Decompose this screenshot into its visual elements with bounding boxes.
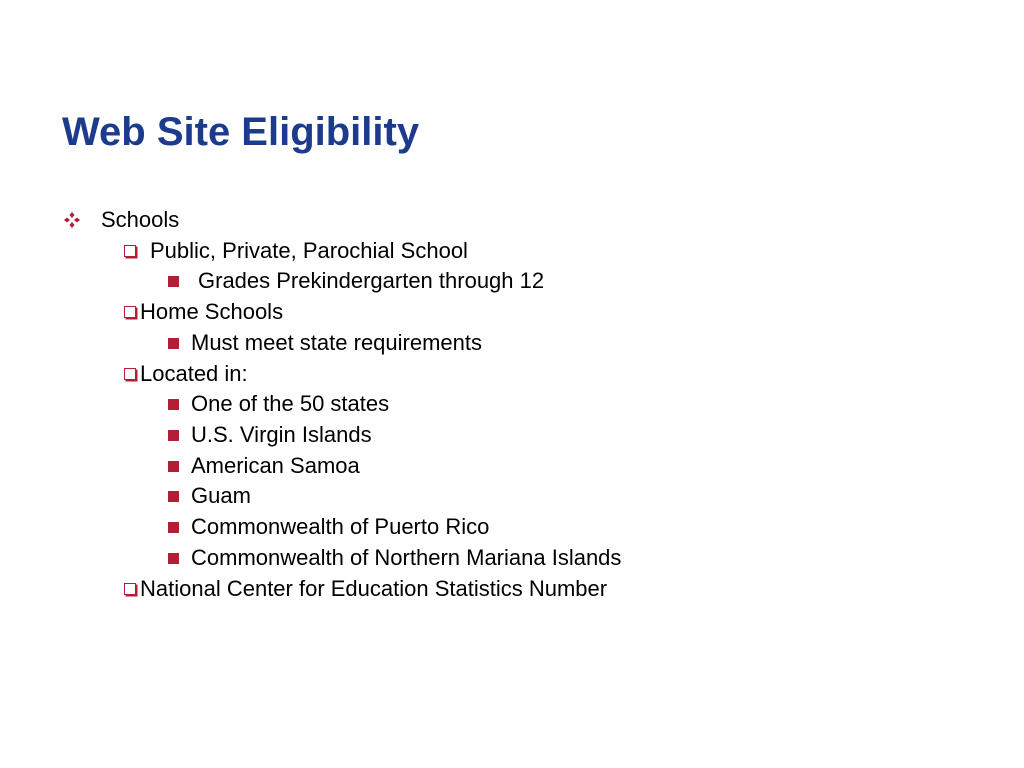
filled-square-icon bbox=[168, 522, 179, 533]
filled-square-icon bbox=[168, 399, 179, 410]
filled-square-icon bbox=[168, 430, 179, 441]
hollow-square-icon bbox=[124, 245, 136, 257]
bullet-puerto-rico bbox=[168, 512, 489, 542]
filled-square-icon bbox=[168, 338, 179, 349]
bullet-label: Located in: bbox=[140, 361, 248, 386]
bullet-american-samoa bbox=[168, 451, 360, 481]
bullet-label: Guam bbox=[191, 483, 251, 508]
bullet-label: Commonwealth of Northern Mariana Islands bbox=[191, 545, 622, 570]
bullet-located-in bbox=[124, 359, 248, 389]
bullet-schools bbox=[64, 205, 179, 235]
bullet-label: American Samoa bbox=[191, 453, 360, 478]
filled-square-icon bbox=[168, 276, 179, 287]
bullet-label: U.S. Virgin Islands bbox=[191, 422, 372, 447]
bullet-label: National Center for Education Statistics Number bbox=[140, 576, 608, 601]
bullet-guam bbox=[168, 481, 251, 511]
hollow-square-icon bbox=[124, 306, 136, 318]
bullet-nces-number bbox=[124, 574, 607, 604]
bullet-label: Public, Private, Parochial School bbox=[150, 238, 468, 263]
diamond-cluster-icon bbox=[64, 212, 80, 228]
bullet-label: One of the 50 states bbox=[191, 391, 390, 416]
bullet-must-meet bbox=[168, 328, 482, 358]
hollow-square-icon bbox=[124, 368, 136, 380]
bullet-label: Grades Prekindergarten through 12 bbox=[198, 268, 545, 293]
bullet-label: Home Schools bbox=[140, 299, 284, 324]
bullet-northern-mariana bbox=[168, 543, 621, 573]
slide-title: Web Site Eligibility bbox=[62, 110, 420, 154]
filled-square-icon bbox=[168, 461, 179, 472]
filled-square-icon bbox=[168, 491, 179, 502]
bullet-label: Commonwealth of Puerto Rico bbox=[191, 514, 490, 539]
bullet-grades bbox=[168, 266, 544, 296]
bullet-public-private bbox=[124, 236, 468, 266]
filled-square-icon bbox=[168, 553, 179, 564]
bullet-home-schools bbox=[124, 297, 283, 327]
bullet-50-states bbox=[168, 389, 389, 419]
hollow-square-icon bbox=[124, 583, 136, 595]
bullet-virgin-islands bbox=[168, 420, 372, 450]
bullet-label: Schools bbox=[101, 207, 180, 232]
bullet-label: Must meet state requirements bbox=[191, 330, 483, 355]
